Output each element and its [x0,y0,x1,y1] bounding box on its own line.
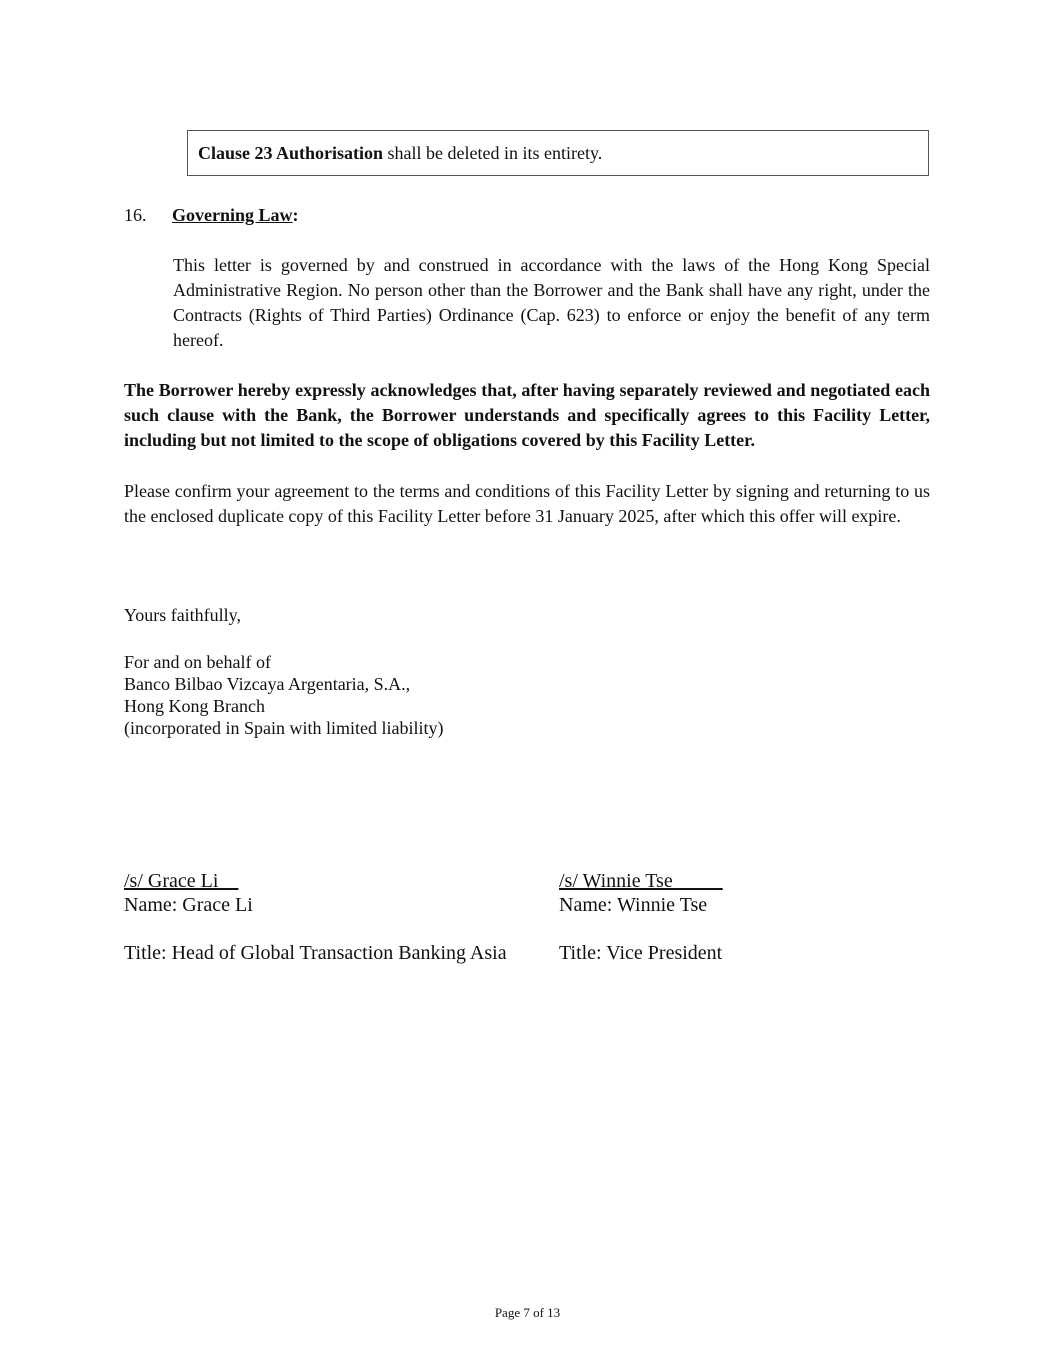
section-16-title-text: Governing Law [172,205,293,225]
governing-law-paragraph: This letter is governed by and construed in accordance with the laws of the Hong Kong Special Administrative Region. No person other than the Borrower and the Bank shall have any right, under the Contracts (Rights of Third Parties) Ordinance (Cap. 623) to enforce or enjoy the benefit of any term hereof. [173,255,930,350]
clause-23-heading: Clause 23 Authorisation [198,143,384,163]
signature-1: /s/ Grace Li [124,870,239,892]
behalf-bank-name: Banco Bilbao Vizcaya Argentaria, S.A., [124,674,411,694]
signatory-2-name: Name: Winnie Tse [559,894,708,916]
confirmation-paragraph: Please confirm your agreement to the terms and conditions of this Facility Letter by signing and returning to us the enclosed duplicate copy of this Facility Letter before 31 January 2025, after which this offer will expire. [124,481,930,526]
signature-2: /s/ Winnie Tse [559,870,723,892]
clause-23-box [187,130,929,176]
signatory-1-title: Title: Head of Global Transaction Banking Asia [124,942,507,964]
section-16-number: 16. [124,205,147,225]
behalf-line-1: For and on behalf of [124,652,271,672]
section-16-title-colon: : [292,205,299,225]
acknowledgement-paragraph: The Borrower hereby expressly acknowledges that, after having separately reviewed and negotiated each such clause with the Bank, the Borrower understands and specifically agrees to this Facility Letter, including but not limited to the scope of obligations covered by this Facility Letter. [124,380,930,450]
clause-23-body: shall be deleted in its entirety. [383,143,603,163]
page-number: Page 7 of 13 [494,1305,561,1320]
behalf-incorporation: (incorporated in Spain with limited liability) [124,718,444,738]
closing-salutation: Yours faithfully, [124,605,242,625]
signatory-1-name: Name: Grace Li [124,894,253,916]
signatory-2-title: Title: Vice President [559,942,723,964]
section-16-title [172,204,299,226]
behalf-branch: Hong Kong Branch [124,696,265,716]
clause-23-text [198,142,602,164]
